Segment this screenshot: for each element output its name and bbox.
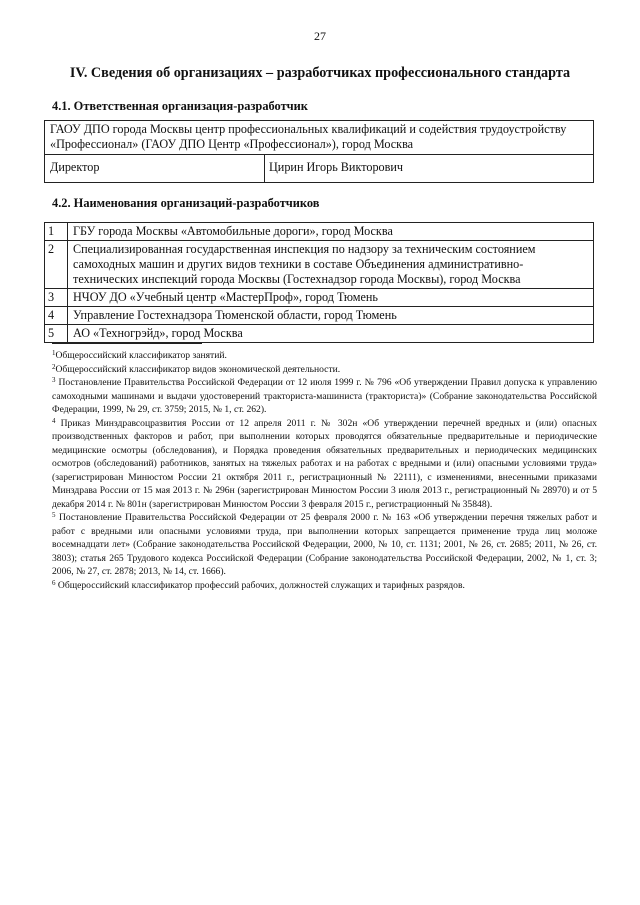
footnote-mark: 4 [52,416,56,425]
footnotes [52,349,597,592]
footnote [52,511,597,579]
footnote-text: Общероссийский классификатор профессий рабочих, должностей служащих и тарифных разрядов. [57,579,465,591]
org-name: Специализированная государственная инспекция по надзору за техническим состоянием самоходных машин и других видов техники в составе Объединения административно-технических инспекций города Москвы (Гостехнадзор города Москвы), город Москва [68,241,594,289]
row-number: 2 [45,241,68,289]
responsible-org-name: ГАОУ ДПО города Москвы центр профессиональных квалификаций и содействия трудоустройству «Профессионал» (ГАОУ ДПО Центр «Профессионал»), город Москва [45,121,594,155]
responsible-org-table [44,120,594,183]
footnote [52,363,597,377]
footnote-text: Приказ Минздравсоцразвития России от 12 апреля 2011 г. № 302н «Об утверждении перечней вредных и (или) опасных производственных факторов и работ, при выполнении которых проводятся обязательные предварительные и периодические медицинские осмотры (обследования), и Порядка проведения обязательных предварительных и периодических медицинских осмотров (обследований) работников, занятых на тяжелых работах и на работах с вредными и (или) опасными условиями труда» (зарегистрирован Минюстом России 21 октября 2011 г., регистрационный № 22111), с изменениями, внесенными приказами Минздрава России от 15 мая 2013 г. № 296н (зарегистрирован Минюстом России 3 июля 2013 г., регистрационный № 28970) и от 5 декабря 2014 г. № 801н (зарегистрирован Минюстом России 3 февраля 2015 г., регистрационный № 35848). [52,417,597,510]
footnote [52,376,597,417]
section-title: IV. Сведения об организациях – разработчиках профессионального стандарта [69,65,571,81]
row-number: 3 [45,289,68,307]
table-row [45,289,594,307]
footnote-mark: 6 [52,578,56,587]
footnote-text: Общероссийский классификатор занятий. [55,350,227,361]
footnote-mark: 1 [52,349,56,357]
footnote-mark: 2 [52,362,56,371]
footnote [52,417,597,512]
footnote-text: Постановление Правительства Российской Федерации от 25 февраля 2000 г. № 163 «Об утверждении перечня тяжелых работ и работ с вредными или опасными условиями труда, при выполнении которых запрещается применение труда лиц моложе восемнадцати лет» (Собрание законодательства Российской Федерации, 2000, № 10, ст. 1131; 2001, № 26, ст. 2685; 2011, № 26, ст. 3803); статья 265 Трудового кодекса Российской Федерации (Собрание законодательства Российской Федерации, 2002, № 1, ст. 3; 2006, № 27, ст. 2878; 2013, № 14, ст. 1666). [52,512,597,577]
responsible-person: Цирин Игорь Викторович [265,155,594,183]
footnote-text: Общероссийский классификатор видов экономической деятельности. [55,363,341,375]
footnote-mark: 3 [52,376,56,384]
footnote-divider [52,343,202,344]
footnote-text: Постановление Правительства Российской Федерации от 12 июля 1999 г. № 796 «Об утверждении Правил допуска к управлению самоходными машинами и выдачи удостоверений тракториста-машиниста (тракториста)» (Собрание законодательства Российской Федерации, 1999, № 29, ст. 3759; 2015, № 1, ст. 262). [52,377,598,415]
responsible-org-heading: 4.1. Ответственная организация-разработчик [52,99,308,113]
footnote-mark: 5 [52,511,56,519]
table-row [45,325,594,343]
table-row [45,307,594,325]
table-row [45,223,594,241]
org-name: ГБУ города Москвы «Автомобильные дороги», город Москва [68,223,594,241]
table-row [45,241,594,289]
org-name: АО «Техногрэйд», город Москва [68,325,594,343]
developer-orgs-table [44,222,594,343]
footnote [52,349,597,363]
footnote [52,579,597,593]
row-number: 1 [45,223,68,241]
page-number: 27 [314,29,326,43]
row-number: 5 [45,325,68,343]
org-name: Управление Гостехнадзора Тюменской области, город Тюмень [68,307,594,325]
developer-orgs-heading: 4.2. Наименования организаций-разработчиков [52,196,320,210]
org-name: НЧОУ ДО «Учебный центр «МастерПроф», город Тюмень [68,289,594,307]
row-number: 4 [45,307,68,325]
responsible-role: Директор [45,155,265,183]
